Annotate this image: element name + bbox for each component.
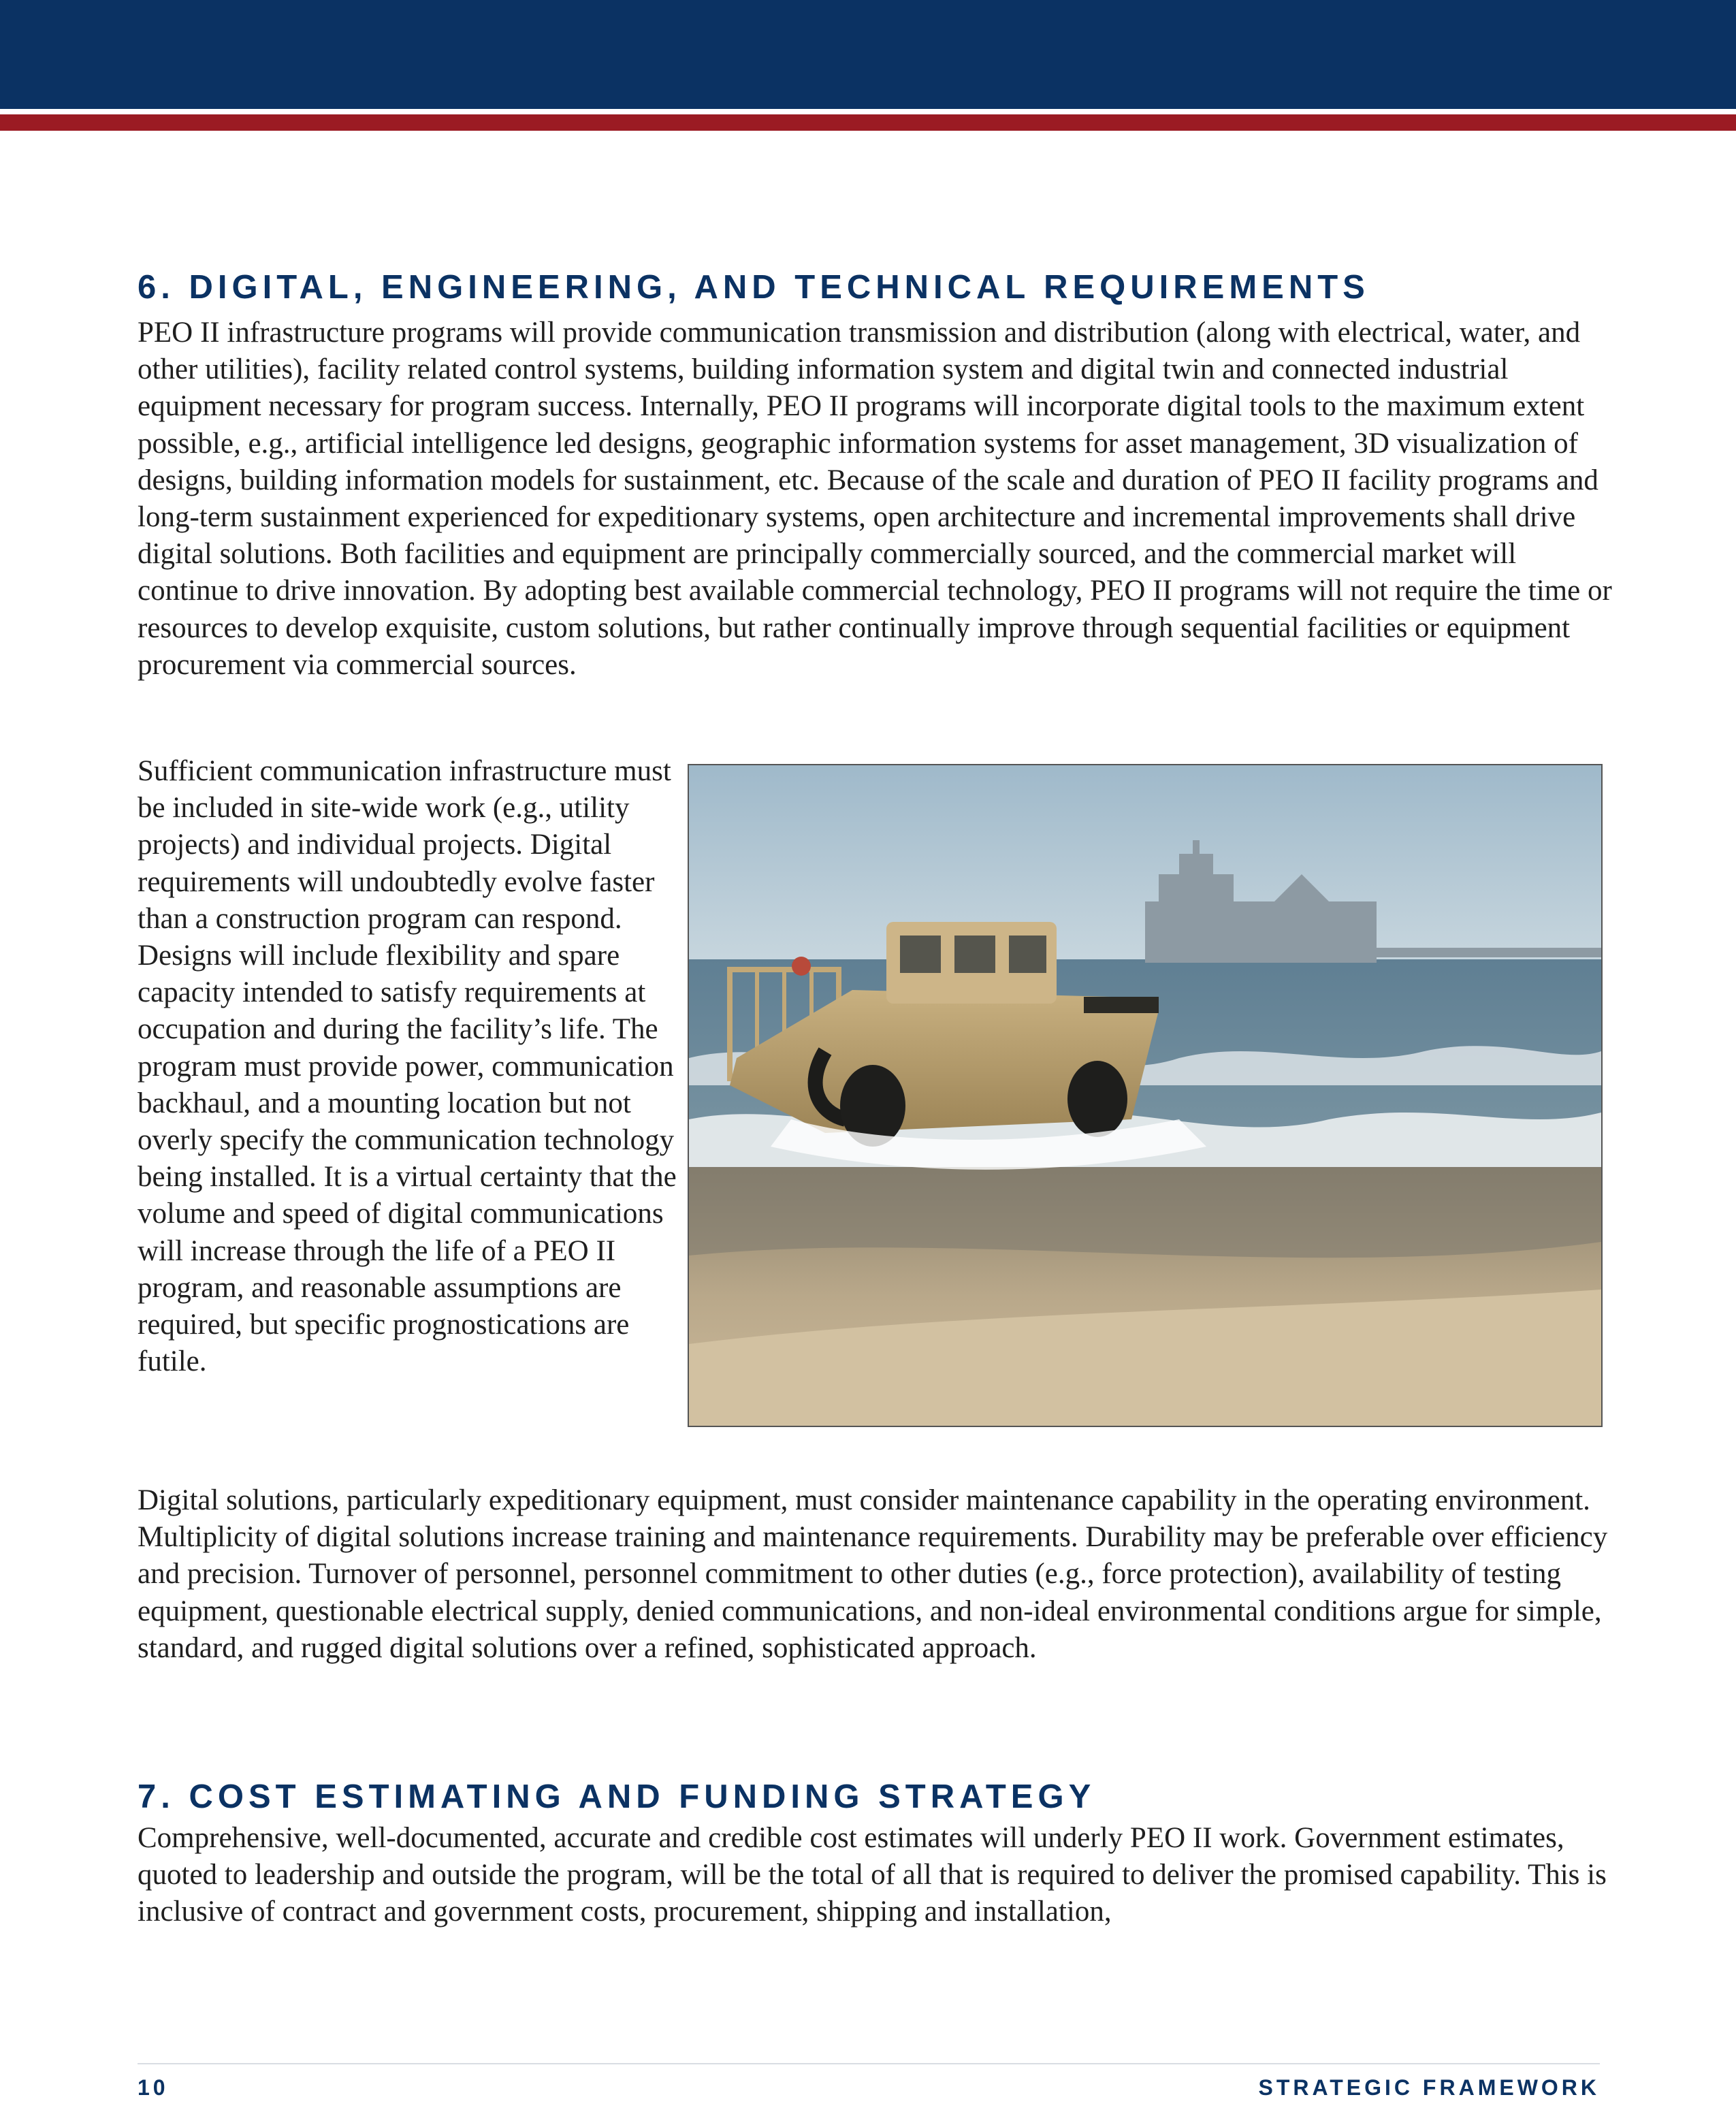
section-7-paragraph-1: Comprehensive, well-documented, accurate and credible cost estimates will underly PEO II work. Government estimates, quoted to leadership and outside the program, will be the total of all that is required to deliver the promised capability. This is inclusive of contract and government costs, procurement, shipping and installation, (138, 1822, 1607, 1928)
section-6-paragraph-3: Digital solutions, particularly expeditionary equipment, must consider maintenance capability in the operating environment. Multiplicity of digital solutions increase training and maintenance requirements. Durability may be preferable over efficiency and precision. Turnover of personnel, personnel commitment to other duties (e.g., force protection), availability of testing equipment, questionable electrical supply, denied communications, and non-ideal environmental conditions argue for simple, standard, and rugged digital solutions over a refined, sophisticated approach. (138, 1484, 1608, 1664)
amphibious-vehicle-photo (688, 764, 1603, 1427)
header-band-gap (0, 131, 1736, 140)
header-band-white (0, 109, 1736, 114)
header-band-red (0, 114, 1736, 131)
section-6-paragraph-2: Sufficient communication infrastructure must be included in site-wide work (e.g., utility projects) and individual projects. Digital requirements will undoubtedly evolve faster than a construction program can respond. Designs will include flexibility and spare capacity intended to satisfy requirements at occupation and during the facility’s life. The program must provide power, communication backhaul, and a mounting location but not overly specify the communication technology being installed. It is a virtual certainty that the volume and speed of digital communications will increase through the life of a PEO II program, and reasonable assumptions are required, but specific prognostications are futile. (138, 755, 677, 1378)
footer-divider (138, 2063, 1600, 2064)
header-band-blue (0, 0, 1736, 109)
section-6-paragraph-1: PEO II infrastructure programs will provide communication transmission and distribution (along with electrical, water, and other utilities), facility related control systems, building information system and digital twin and connected industrial equipment necessary for program success. Internally, PEO II programs will incorporate digital tools to the maximum extent possible, e.g., artificial intelligence led designs, geographic information systems for asset management, 3D visualization of designs, building information models for sustainment, etc. Because of the scale and duration of PEO II facility programs and long-term sustainment experienced for expeditionary systems, open architecture and incremental improvements shall drive digital solutions. Both facilities and equipment are principally commercially sourced, and the commercial market will continue to drive innovation. By adopting best available commercial technology, PEO II programs will not require the time or resources to develop exquisite, custom solutions, but rather continually improve through sequential facilities or equipment procurement via commercial sources. (138, 317, 1612, 681)
section-7-heading: 7. COST ESTIMATING AND FUNDING STRATEGY (138, 1778, 1096, 1815)
page-number: 10 (138, 2075, 169, 2100)
footer-title: STRATEGIC FRAMEWORK (1258, 2075, 1600, 2100)
section-6-heading: 6. DIGITAL, ENGINEERING, AND TECHNICAL REQUIREMENTS (138, 269, 1370, 306)
